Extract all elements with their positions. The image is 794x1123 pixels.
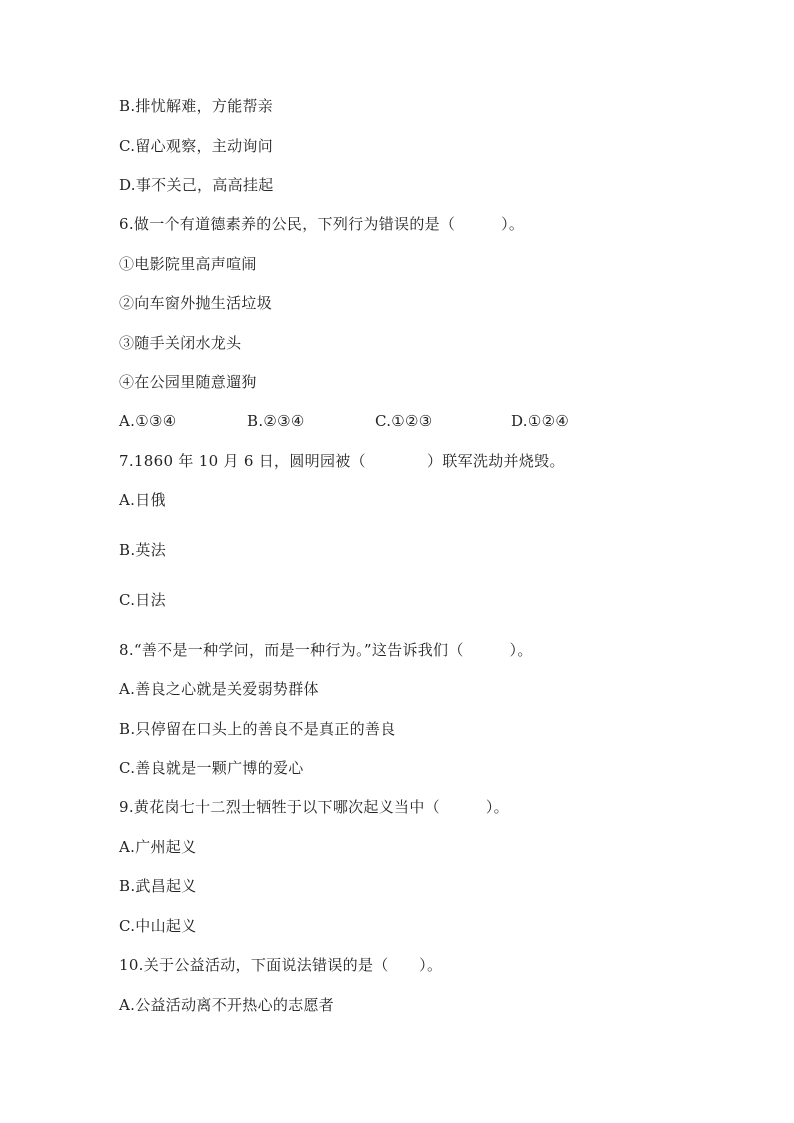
q9-option-a: A.广州起义 <box>119 838 197 856</box>
q5-option-d: D.事不关己，高高挂起 <box>119 176 274 194</box>
q8-option-c: C.善良就是一颗广博的爱心 <box>119 759 304 777</box>
q6-item-1: ①电影院里高声喧闹 <box>119 255 257 273</box>
q5-option-c: C.留心观察，主动询问 <box>119 137 274 155</box>
q7-option-b: B.英法 <box>119 541 166 559</box>
q9-option-b: B.武昌起义 <box>119 877 197 895</box>
q6-item-2: ②向车窗外抛生活垃圾 <box>119 294 273 312</box>
q6-option-b: B.②③④ <box>247 412 305 430</box>
q9-stem: 9.黄花岗七十二烈士牺牲于以下哪次起义当中（ ）。 <box>119 798 509 816</box>
q6-item-3: ③随手关闭水龙头 <box>119 334 242 352</box>
q6-option-d: D.①②④ <box>511 412 570 430</box>
q7-option-a: A.日俄 <box>119 491 166 509</box>
q7-option-c: C.日法 <box>119 591 166 609</box>
q6-option-c: C.①②③ <box>375 412 433 430</box>
q6-item-4: ④在公园里随意遛狗 <box>119 373 257 391</box>
q8-option-a: A.善良之心就是关爱弱势群体 <box>119 680 319 698</box>
q7-stem: 7.1860 年 10 月 6 日，圆明园被（ ）联军洗劫并烧毁。 <box>119 452 565 470</box>
q5-option-b: B.排忧解难，方能帮亲 <box>119 97 274 115</box>
q10-stem: 10.关于公益活动，下面说法错误的是（ ）。 <box>119 956 443 974</box>
q8-option-b: B.只停留在口头上的善良不是真正的善良 <box>119 720 396 738</box>
q10-option-a: A.公益活动离不开热心的志愿者 <box>119 996 335 1014</box>
q6-option-a: A.①③④ <box>119 412 177 430</box>
q9-option-c: C.中山起义 <box>119 917 197 935</box>
q8-stem: 8.“善不是一种学问，而是一种行为。”这告诉我们（ ）。 <box>119 641 533 659</box>
q6-stem: 6.做一个有道德素养的公民，下列行为错误的是（ ）。 <box>119 215 525 233</box>
